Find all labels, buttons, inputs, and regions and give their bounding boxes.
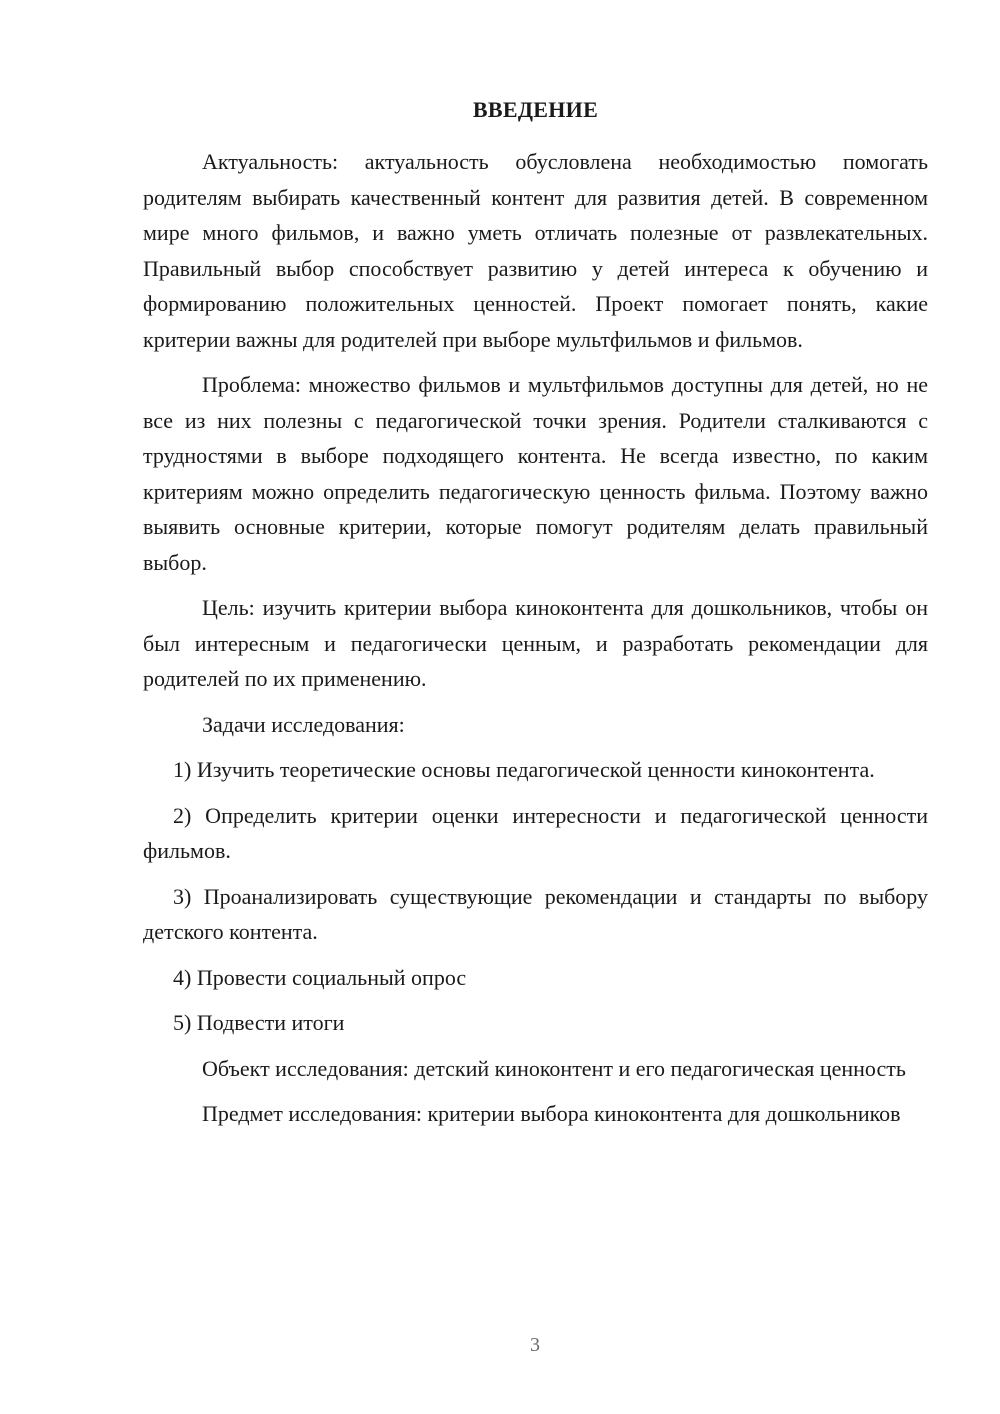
tasks-heading: Задачи исследования: — [202, 711, 405, 737]
task-item: 3) Проанализировать существующие рекомендации и стандарты по выбору детского контента. — [143, 883, 928, 944]
goal-paragraph: Цель: изучить критерии выбора киноконтента для дошкольников, чтобы он был интересным и педагогически ценным, и разработать рекомендации для родителей по их применению. — [143, 595, 928, 691]
section-title: ВВЕДЕНИЕ — [472, 97, 599, 122]
relevance-paragraph: Актуальность: актуальность обусловлена необходимостью помогать родителям выбирать качественный контент для развития детей. В современном мире много фильмов, и важно уметь отличать полезные от развлекательных. Правильный выбор способствует развитию у детей интереса к обучению и формированию положительных ценностей. Проект помогает понять, какие критерии важны для родителей при выборе мультфильмов и фильмов. — [143, 149, 928, 352]
task-item: 2) Определить критерии оценки интересности и педагогической ценности фильмов. — [143, 802, 928, 863]
page-number: 3 — [530, 1334, 540, 1356]
task-item: 5) Подвести итоги — [173, 1010, 345, 1035]
task-item: 4) Провести социальный опрос — [173, 964, 467, 990]
document-page — [143, 96, 928, 1142]
research-object-paragraph: Объект исследования: детский киноконтент и его педагогическая ценность — [202, 1055, 906, 1081]
research-subject-paragraph: Предмет исследования: критерии выбора киноконтента для дошкольников — [202, 1101, 901, 1126]
task-item: 1) Изучить теоретические основы педагогической ценности киноконтента. — [173, 757, 875, 782]
problem-paragraph: Проблема: множество фильмов и мультфильмов доступны для детей, но не все из них полезны с педагогической точки зрения. Родители сталкиваются с трудностями в выборе подходящего контента. Не всегда известно, по каким критериям можно определить педагогическую ценность фильма. Поэтому важно выявить основные критерии, которые помогут родителям делать правильный выбор. — [143, 372, 928, 575]
